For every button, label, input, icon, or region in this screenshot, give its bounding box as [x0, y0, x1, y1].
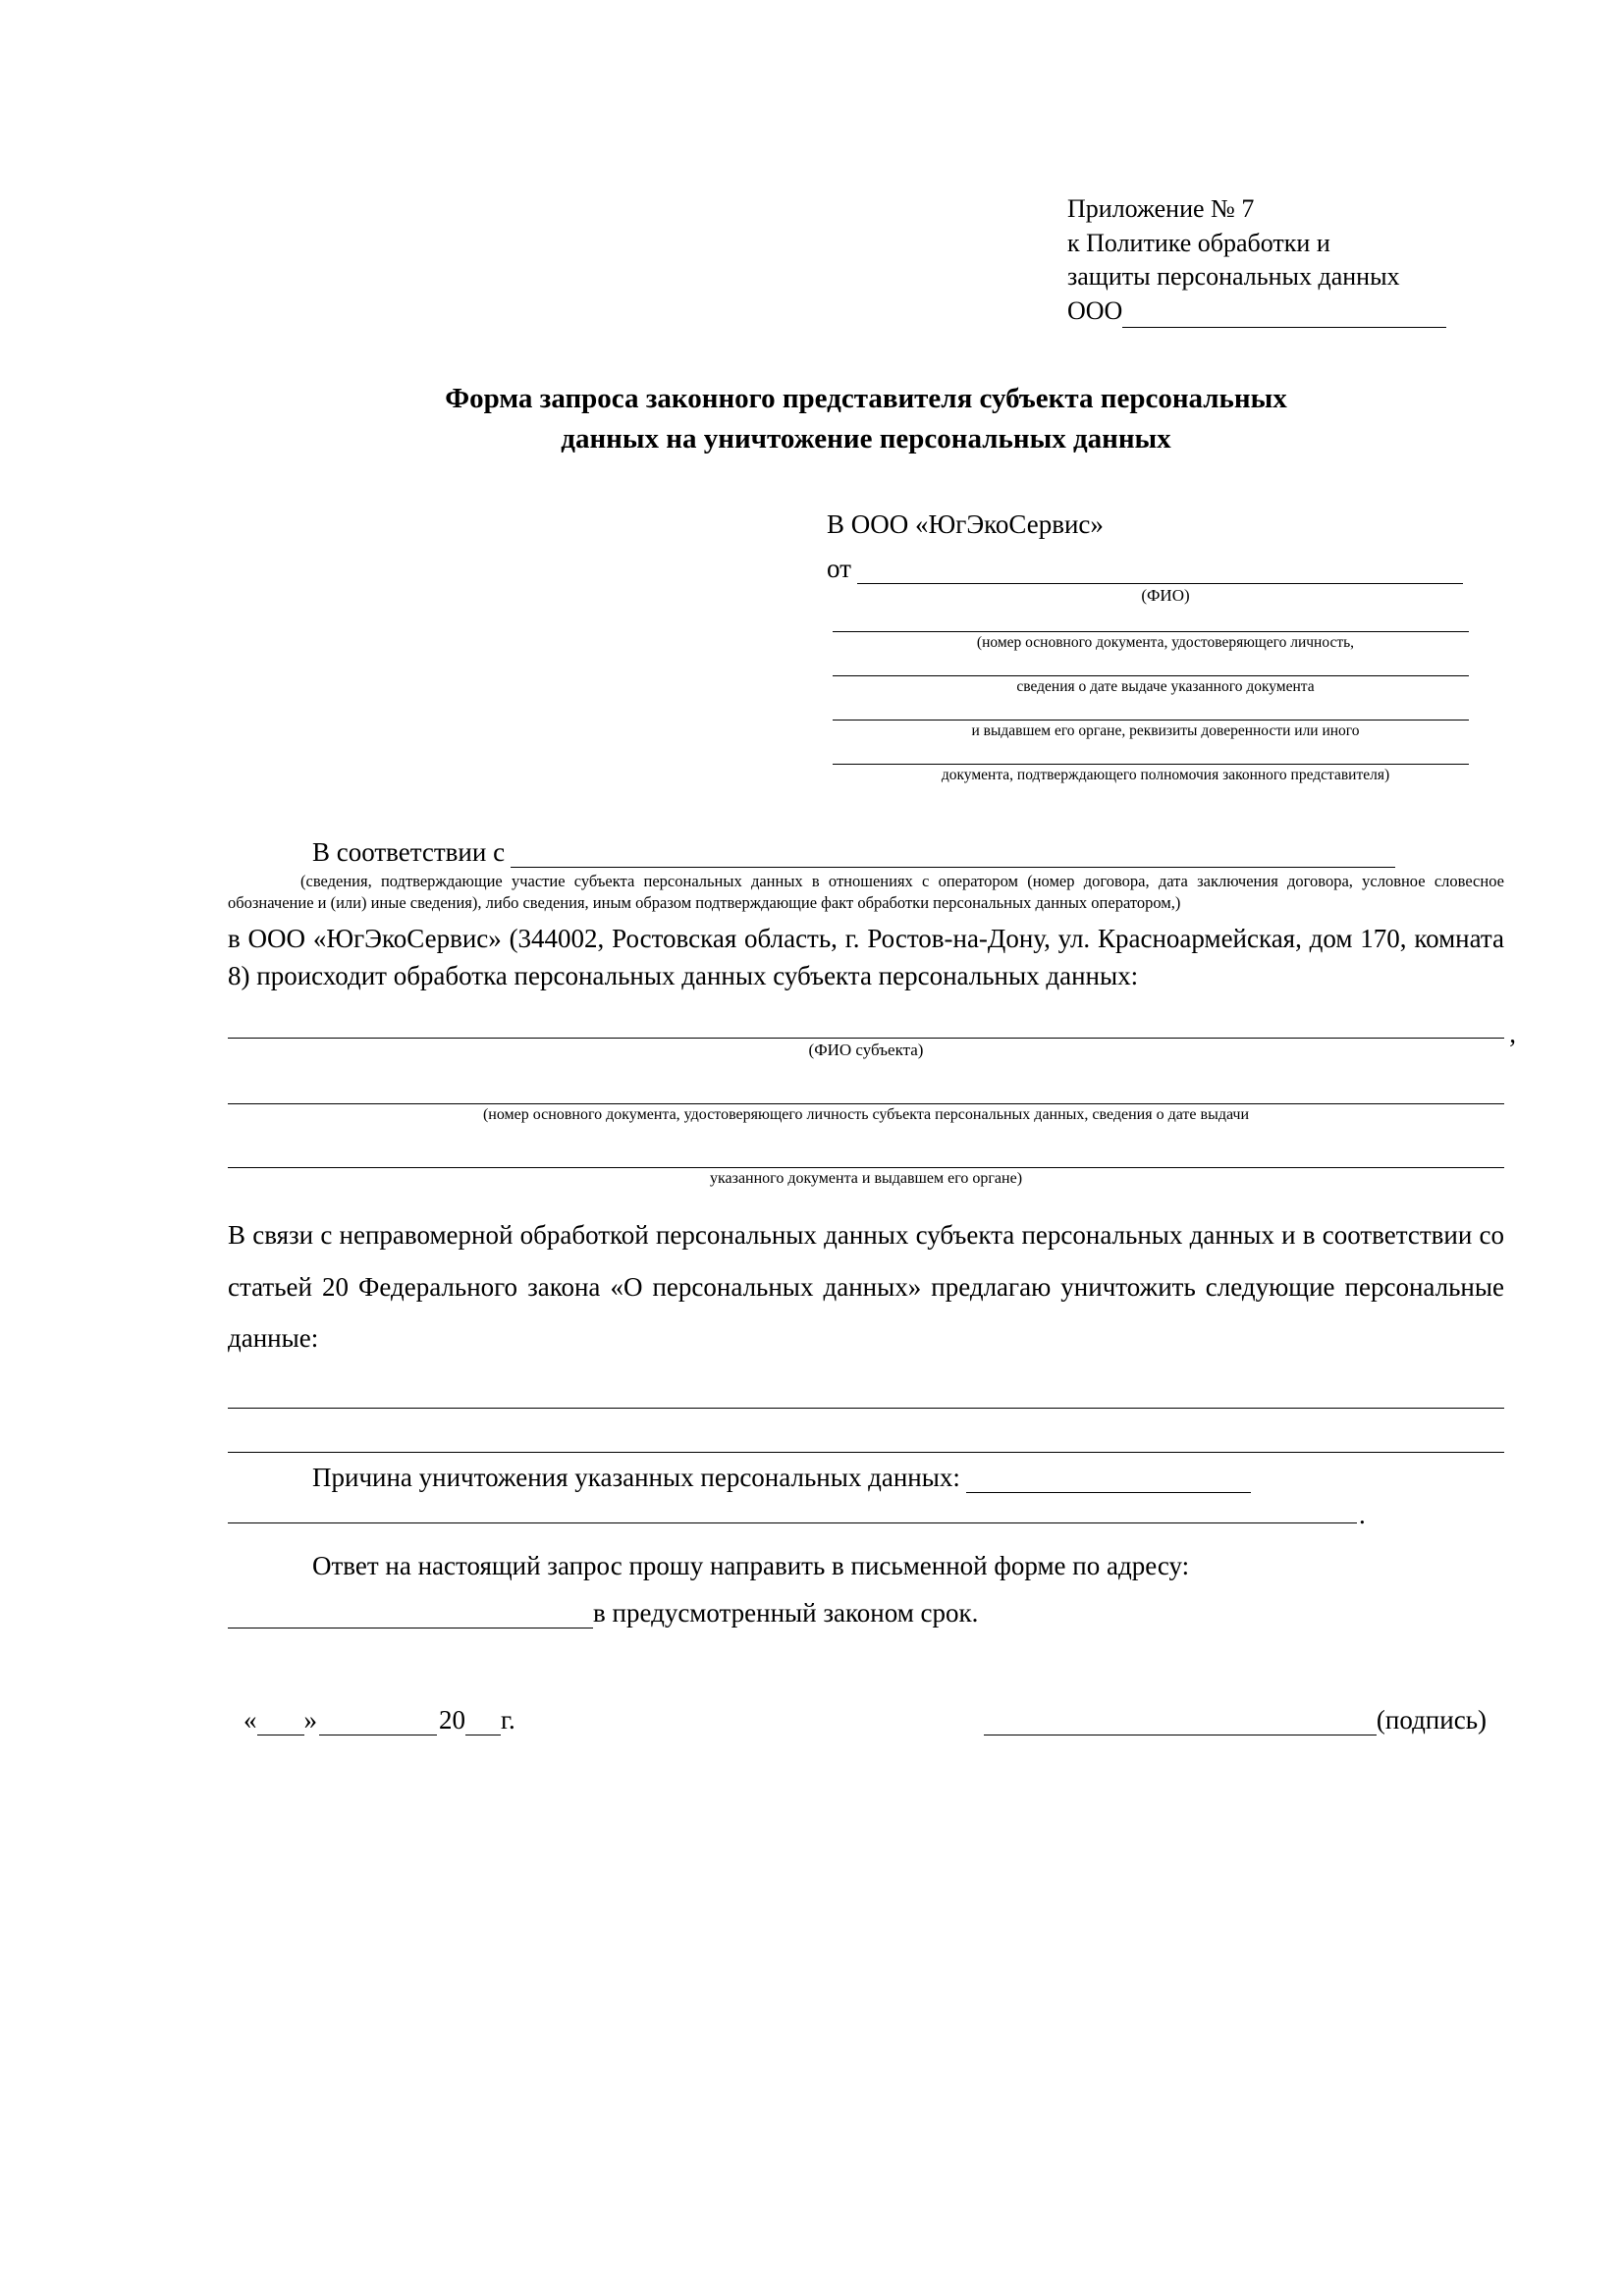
addressee-block — [827, 509, 1504, 784]
from-label: от — [827, 553, 851, 583]
date-field — [228, 1705, 515, 1735]
date-day-blank[interactable] — [257, 1717, 304, 1735]
page-title-line-1: Форма запроса законного представителя субъекта персональных — [445, 383, 1287, 415]
subject-doc-blank[interactable] — [228, 1074, 1504, 1104]
doc-number-blank[interactable] — [833, 606, 1469, 632]
date-year: 20 — [439, 1704, 465, 1735]
date-suffix: г. — [501, 1704, 515, 1735]
accordance-fineprint — [228, 871, 1504, 914]
organization-paragraph: в ООО «ЮгЭкоСервис» (344002, Ростовская область, г. Ростов-на-Дону, ул. Красноармейская, дом 170, комната 8) происходит обработка персональных данных субъекта персональных данных: — [228, 923, 1504, 990]
from-name-blank[interactable] — [857, 563, 1463, 584]
subject-fio-blank[interactable] — [228, 1008, 1504, 1039]
signature-blank[interactable] — [984, 1717, 1377, 1735]
signature-footer — [228, 1705, 1504, 1735]
accordance-fineprint-text: (сведения, подтверждающие участие субъекта персональных данных в отношениях с оператором (номер договора, дата заключения договора, условное словесное обозначение и (или) иные сведения), либо сведения, иным образом подтверждающие факт обработки персональных данных оператором,) — [228, 871, 1504, 912]
from-row — [827, 554, 1504, 584]
signature-field — [984, 1705, 1504, 1735]
reason-row — [228, 1463, 1504, 1493]
reason-blank-1[interactable] — [966, 1472, 1251, 1493]
appendix-header — [1067, 192, 1504, 328]
accordance-row — [228, 837, 1504, 868]
date-month-blank[interactable] — [319, 1717, 437, 1735]
doc-date-blank[interactable] — [833, 652, 1469, 676]
reason-blank-2-wrap — [228, 1493, 1504, 1530]
doc-organ-blank[interactable] — [833, 696, 1469, 721]
reason-blank-2[interactable] — [228, 1493, 1357, 1523]
page-title — [228, 379, 1504, 459]
doc-powers-blank[interactable] — [833, 740, 1469, 765]
caption-doc-powers: документа, подтверждающего полномочия законного представителя) — [941, 766, 1390, 783]
appendix-line-2: к Политике обработки и — [1067, 228, 1330, 257]
caption-fio: (ФИО) — [1141, 585, 1190, 605]
answer-address-row — [228, 1598, 1504, 1629]
caption-doc-date: сведения о дате выдаче указанного документа — [1016, 677, 1315, 695]
reason-label: Причина уничтожения указанных персональных данных: — [312, 1463, 960, 1493]
caption-subject-organ: указанного документа и выдавшем его органе) — [709, 1170, 1023, 1188]
appendix-line-1: Приложение № 7 — [1067, 194, 1255, 223]
appendix-org-line — [1067, 294, 1504, 329]
data-list-blank-2[interactable] — [228, 1409, 1504, 1453]
caption-doc-number: (номер основного документа, удостоверяющего личность, — [976, 633, 1355, 651]
appendix-org-prefix: ООО — [1067, 295, 1123, 325]
appendix-line-3: защиты персональных данных — [1067, 262, 1400, 292]
subject-organ-blank[interactable] — [228, 1138, 1504, 1168]
caption-subject-fio: (ФИО субъекта) — [808, 1041, 924, 1060]
answer-paragraph: Ответ на настоящий запрос прошу направить в письменной форме по адресу: — [312, 1551, 1190, 1581]
document-content — [228, 192, 1504, 1735]
addressee-organization: В ООО «ЮгЭкоСервис» — [827, 508, 1104, 539]
page-title-line-2: данных на уничтожение персональных данных — [561, 423, 1171, 455]
appendix-org-blank[interactable] — [1122, 305, 1446, 328]
accordance-blank[interactable] — [511, 847, 1395, 868]
answer-tail: в предусмотренный законом срок. — [593, 1597, 979, 1628]
reason-period: . — [1359, 1500, 1366, 1530]
data-list-blank-1[interactable] — [228, 1364, 1504, 1409]
date-quote-close: » — [303, 1704, 317, 1735]
accordance-section — [228, 837, 1504, 1189]
answer-address-blank[interactable] — [228, 1608, 593, 1629]
request-paragraph: В связи с неправомерной обработкой персональных данных субъекта персональных данных и в соответствии со статьей 20 Федерального закона «О персональных данных» предлагаю уничтожить следующие персональные данные: — [228, 1220, 1504, 1354]
date-year-blank[interactable] — [465, 1717, 501, 1735]
caption-subject-doc: (номер основного документа, удостоверяющего личность субъекта персональных данных, сведения о дате выдачи — [482, 1106, 1250, 1124]
accordance-label: В соответствии с — [312, 836, 506, 867]
date-quote-open: « — [244, 1704, 257, 1735]
signature-caption: (подпись) — [1376, 1704, 1487, 1735]
caption-doc-organ: и выдавшем его органе, реквизиты доверенности или иного — [971, 721, 1360, 739]
